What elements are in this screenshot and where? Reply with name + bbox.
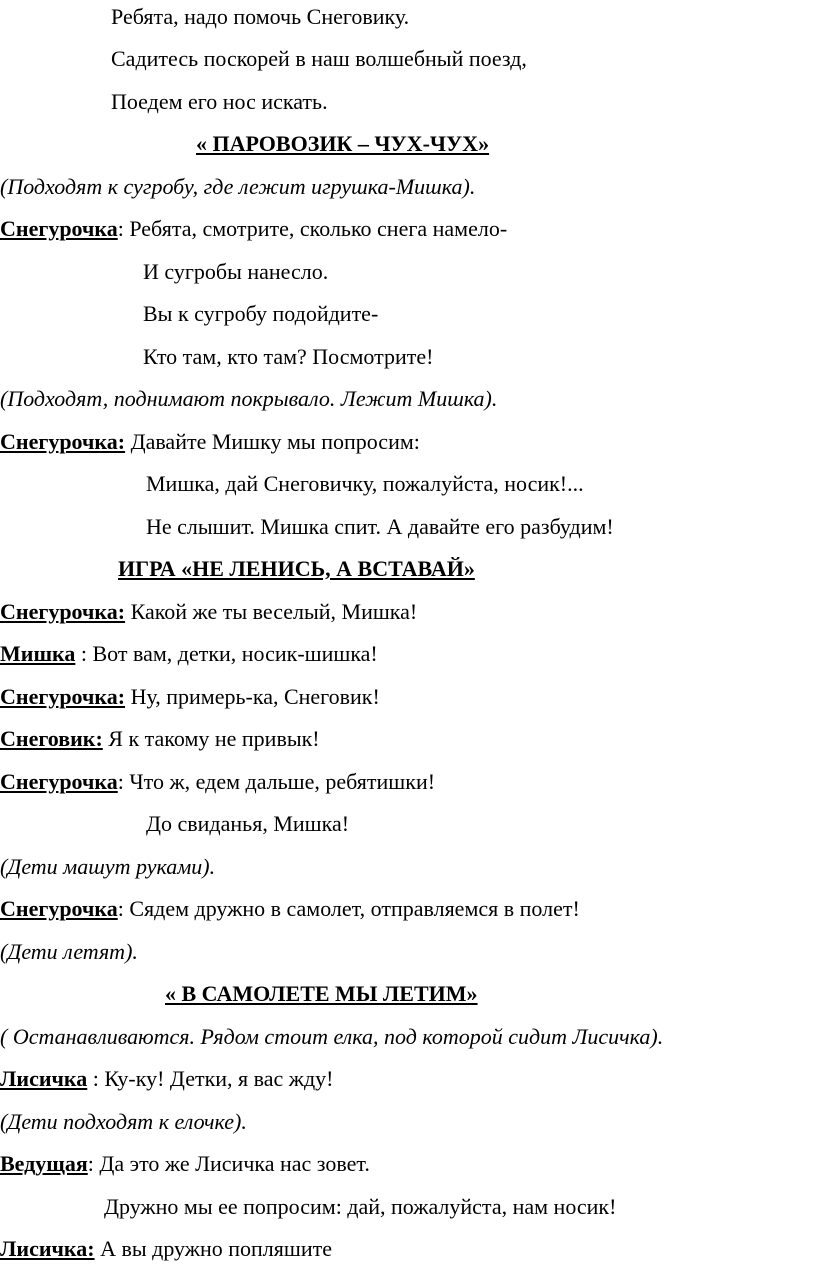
line-text: И сугробы нанесло.	[143, 259, 329, 284]
verse-line	[146, 514, 816, 540]
line-text: : Сядем дружно в самолет, отправляемся в полет!	[117, 896, 580, 921]
dialogue-line	[0, 896, 816, 922]
verse-line	[143, 301, 816, 327]
speaker-name: Снегурочка:	[0, 429, 126, 454]
speaker-name: Снеговик:	[0, 726, 103, 751]
line-text: Какой же ты веселый, Мишка!	[125, 599, 418, 624]
verse-line	[143, 259, 816, 285]
line-text: А вы дружно попляшите	[94, 1236, 332, 1261]
dialogue-line	[0, 769, 816, 795]
line-text: Мишка, дай Снеговичку, пожалуйста, носик!...	[146, 471, 584, 496]
line-text: Не слышит. Мишка спит. А давайте его разбудим!	[146, 514, 614, 539]
speaker-name: Ведущая	[0, 1151, 88, 1176]
speaker-name: Снегурочка	[0, 216, 118, 241]
speaker-name: Снегурочка:	[0, 599, 126, 624]
stage-direction: ( Останавливаются. Рядом стоит елка, под которой сидит Лисичка).	[0, 1024, 664, 1049]
speaker-name: Снегурочка	[0, 896, 118, 921]
line-text: Я к такому не привык!	[102, 726, 320, 751]
stage-direction: (Дети подходят к елочке).	[0, 1109, 247, 1134]
verse-line	[111, 89, 816, 115]
verse-line	[111, 46, 816, 72]
line-text: Поедем его нос искать.	[111, 89, 328, 114]
speaker-name: Лисичка	[0, 1066, 88, 1091]
dialogue-line	[0, 726, 816, 752]
dialogue-line	[0, 599, 816, 625]
line-text: : Ку-ку! Детки, я вас жду!	[87, 1066, 334, 1091]
line-text: Садитесь поскорей в наш волшебный поезд,	[111, 46, 527, 71]
section-heading: « В САМОЛЕТЕ МЫ ЛЕТИМ»	[165, 981, 478, 1006]
verse-line	[104, 1194, 816, 1220]
dialogue-line	[0, 1066, 816, 1092]
line-text: Вы к сугробу подойдите-	[143, 301, 379, 326]
verse-line	[146, 811, 816, 837]
dialogue-line	[0, 641, 816, 667]
stage-direction: (Дети машут руками).	[0, 854, 216, 879]
section-heading: ИГРА «НЕ ЛЕНИСЬ, А ВСТАВАЙ»	[118, 556, 475, 581]
line-text: Ну, примерь-ка, Снеговик!	[125, 684, 380, 709]
line-text: : Да это же Лисичка нас зовет.	[87, 1151, 370, 1176]
line-text: Кто там, кто там? Посмотрите!	[143, 344, 434, 369]
speaker-name: Лисичка:	[0, 1236, 95, 1261]
line-text: Давайте Мишку мы попросим:	[125, 429, 420, 454]
dialogue-line	[0, 429, 816, 455]
line-text: : Вот вам, детки, носик-шишка!	[75, 641, 378, 666]
verse-line	[143, 344, 816, 370]
dialogue-line	[0, 216, 816, 242]
section-heading: « ПАРОВОЗИК – ЧУХ-ЧУХ»	[196, 131, 490, 156]
stage-direction: (Подходят к сугробу, где лежит игрушка-Мишка).	[0, 174, 476, 199]
verse-line	[146, 471, 816, 497]
stage-direction: (Дети летят).	[0, 939, 138, 964]
line-text: : Что ж, едем дальше, ребятишки!	[117, 769, 436, 794]
speaker-name: Снегурочка:	[0, 684, 126, 709]
dialogue-line	[0, 684, 816, 710]
line-text: Дружно мы ее попросим: дай, пожалуйста, нам носик!	[104, 1194, 617, 1219]
dialogue-line	[0, 1236, 816, 1262]
line-text: : Ребята, смотрите, сколько снега намело-	[117, 216, 508, 241]
speaker-name: Снегурочка	[0, 769, 118, 794]
line-text: До свиданья, Мишка!	[146, 811, 350, 836]
speaker-name: Мишка	[0, 641, 76, 666]
stage-direction: (Подходят, поднимают покрывало. Лежит Мишка).	[0, 386, 498, 411]
dialogue-line	[0, 1151, 816, 1177]
line-text: Ребята, надо помочь Снеговику.	[111, 4, 410, 29]
verse-line	[111, 4, 816, 30]
